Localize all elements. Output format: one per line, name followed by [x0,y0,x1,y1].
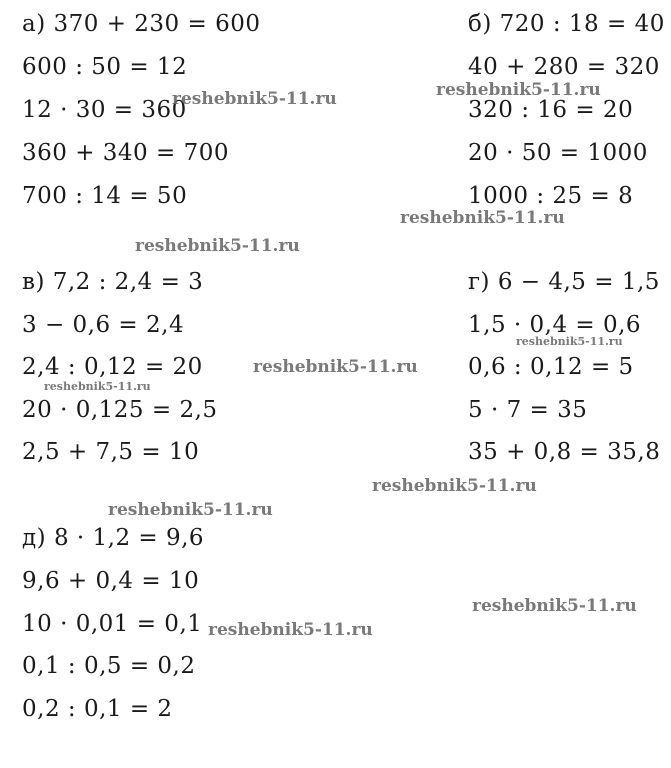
equation-line: 1000 : 25 = 8 [468,183,634,209]
equation-line: 10 · 0,01 = 0,1 [22,611,203,637]
equation-line: д) 8 · 1,2 = 9,6 [22,525,205,551]
equation-line: 35 + 0,8 = 35,8 [468,439,661,465]
watermark: reshebnik5-11.ru [172,89,337,109]
equation-line: а) 370 + 230 = 600 [22,11,261,37]
watermark: reshebnik5-11.ru [436,80,601,100]
equation-line: в) 7,2 : 2,4 = 3 [22,269,204,295]
watermark: reshebnik5-11.ru [44,380,151,393]
equation-line: 12 · 30 = 360 [22,97,187,123]
equation-line: 40 + 280 = 320 [468,54,660,80]
watermark: reshebnik5-11.ru [253,357,418,377]
equation-line: 600 : 50 = 12 [22,54,188,80]
watermark: reshebnik5-11.ru [372,476,537,496]
equation-line: 0,6 : 0,12 = 5 [468,354,634,380]
equation-line: 0,2 : 0,1 = 2 [22,696,173,722]
equation-line: 3 − 0,6 = 2,4 [22,312,185,338]
equation-line: 360 + 340 = 700 [22,140,229,166]
watermark: reshebnik5-11.ru [135,236,300,256]
equation-line: 9,6 + 0,4 = 10 [22,568,200,594]
watermark: reshebnik5-11.ru [516,335,623,348]
watermark: reshebnik5-11.ru [472,596,637,616]
equation-line: б) 720 : 18 = 40 [468,11,665,37]
watermark: reshebnik5-11.ru [400,208,565,228]
equation-line: 5 · 7 = 35 [468,397,588,423]
equation-line: 20 · 0,125 = 2,5 [22,397,218,423]
equation-line: 1,5 · 0,4 = 0,6 [468,312,642,338]
equation-line: г) 6 − 4,5 = 1,5 [468,269,660,295]
equation-line: 2,4 : 0,12 = 20 [22,354,203,380]
watermark: reshebnik5-11.ru [108,500,273,520]
equation-line: 2,5 + 7,5 = 10 [22,439,200,465]
equation-line: 0,1 : 0,5 = 0,2 [22,653,196,679]
equation-line: 20 · 50 = 1000 [468,140,648,166]
watermark: reshebnik5-11.ru [208,620,373,640]
equation-line: 320 : 16 = 20 [468,97,634,123]
equation-line: 700 : 14 = 50 [22,183,188,209]
